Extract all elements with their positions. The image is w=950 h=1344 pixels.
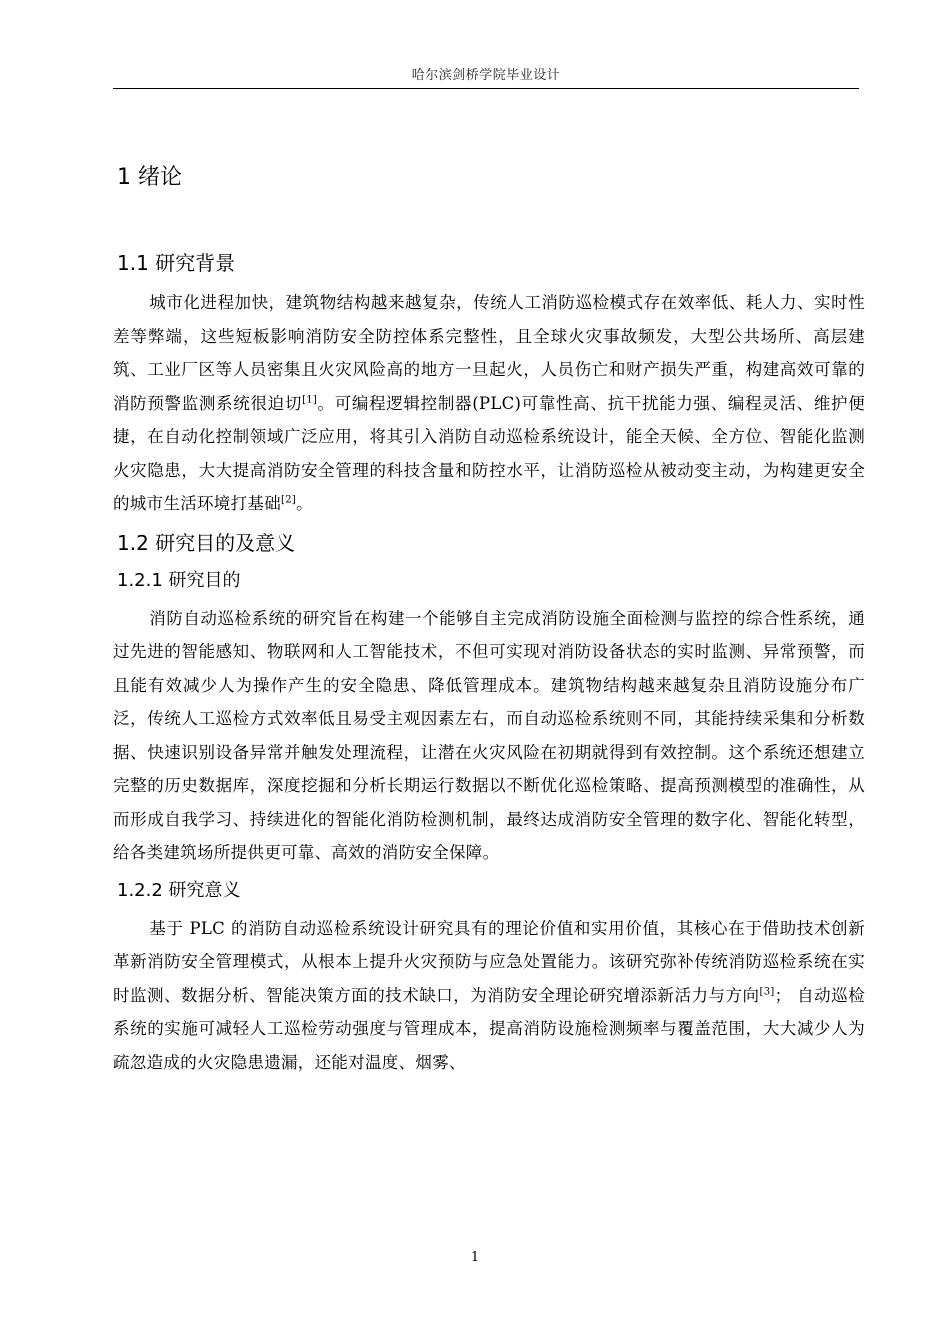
paragraph-text: 城市化进程加快，建筑物结构越来越复杂，传统人工消防巡检模式存在效率低、耗人力、实时性差等弊端，这些短板影响消防安全防控体系完整性，且全球火灾事故频发，大型公共场所、高层建筑、工业厂区等人员密集且火灾风险高的地方一旦起火，人员伤亡和财产损失严重，构建高效可靠的消防预警监测系统很迫切: [113, 293, 865, 413]
citation-ref: [1]: [302, 394, 318, 405]
section-title-1-1: 1.1 研究背景: [117, 251, 236, 275]
subsection-title-1-2-1: 1.2.1 研究目的: [117, 569, 241, 591]
citation-ref: [3]: [759, 986, 775, 997]
paragraph-research-background: [113, 286, 865, 521]
paragraph-text: ； 自动巡检系统的实施可减轻人工巡检劳动强度与管理成本，提高消防设施检测频率与覆盖范围，大大减少人为疏忽造成的火灾隐患遗漏，还能对温度、烟雾、: [113, 985, 865, 1072]
chapter-title: 1 绪论: [117, 165, 182, 190]
paragraph-text: 。可编程逻辑控制器(PLC)可靠性高、抗干扰能力强、编程灵活、维护便捷，在自动化控制领域广泛应用，将其引入消防自动巡检系统设计，能全天候、全方位、智能化监测火灾隐患，大大提高消防安全管理的科技含量和防控水平，让消防巡检从被动变主动，为构建更安全的城市生活环境打基础: [113, 393, 865, 513]
page-number: 1: [470, 1250, 480, 1265]
paragraph-research-significance: [113, 912, 865, 1080]
paragraph-text: 基于 PLC 的消防自动巡检系统设计研究具有的理论价值和实用价值，其核心在于借助技术创新革新消防安全管理模式，从根本上提升火灾预防与应急处置能力。该研究弥补传统消防巡检系统在实时监测、数据分析、智能决策方面的技术缺口，为消防安全理论研究增添新活力与方向: [113, 918, 865, 1005]
section-title-1-2: 1.2 研究目的及意义: [117, 530, 296, 555]
paragraph-research-purpose: 消防自动巡检系统的研究旨在构建一个能够自主完成消防设施全面检测与监控的综合性系统，通过先进的智能感知、物联网和人工智能技术，不但可实现对消防设备状态的实时监测、异常预警，而且能有效减少人为操作产生的安全隐患、降低管理成本。建筑物结构越来越复杂且消防设施分布广泛，传统人工巡检方式效率低且易受主观因素左右，而自动巡检系统则不同，其能持续采集和分析数据、快速识别设备异常并触发处理流程，让潜在火灾风险在初期就得到有效控制。这个系统还想建立完整的历史数据库，深度挖掘和分析长期运行数据以不断优化巡检策略、提高预测模型的准确性，从而形成自我学习、持续进化的智能化消防检测机制，最终达成消防安全管理的数字化、智能化转型，给各类建筑场所提供更可靠、高效的消防安全保障。: [113, 608, 865, 862]
document-body: [113, 160, 865, 1085]
citation-ref: [2]: [281, 494, 297, 506]
paragraph-text: 。: [296, 494, 313, 513]
page-header: 哈尔滨剑桥学院毕业设计: [411, 68, 561, 83]
header-divider: [113, 88, 859, 89]
subsection-title-1-2-2: 1.2.2 研究意义: [117, 879, 241, 901]
